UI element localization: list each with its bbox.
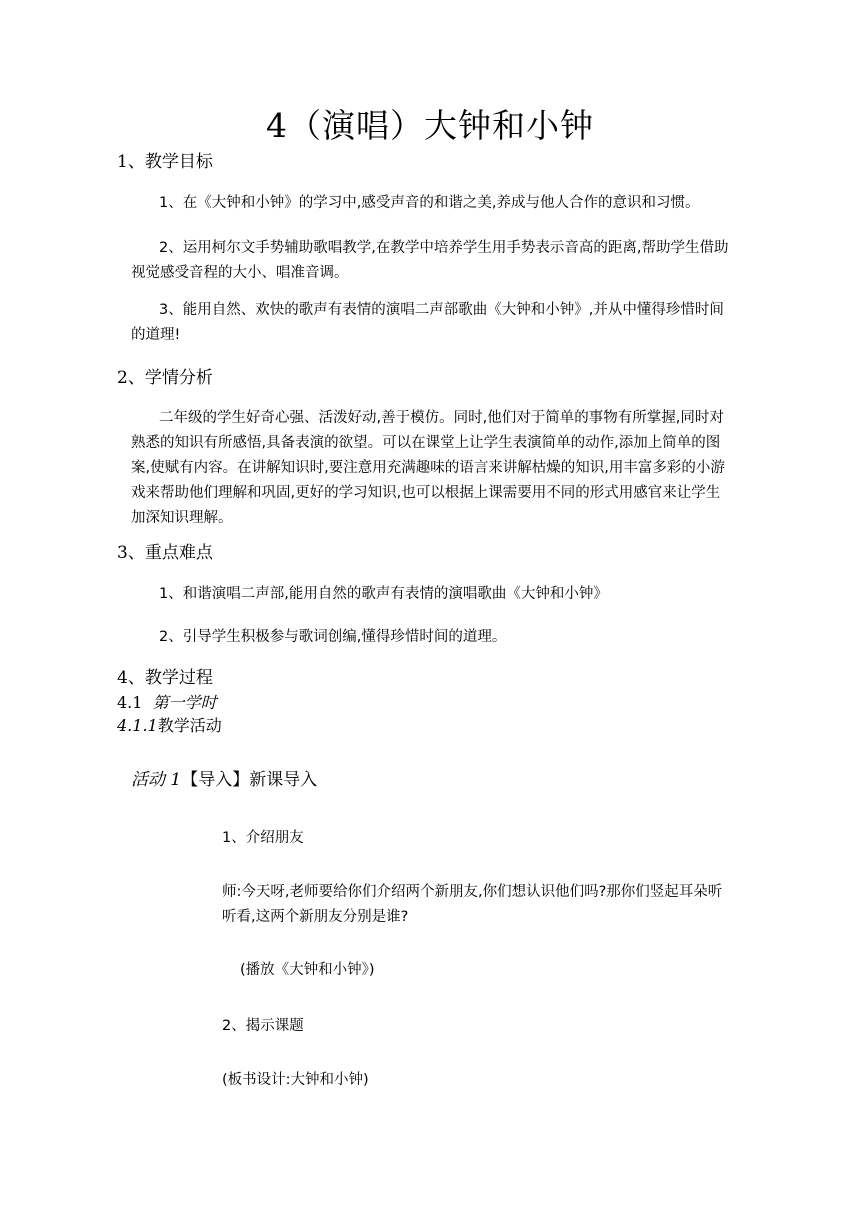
step-introduce-friends: 1、介绍朋友 <box>222 830 304 846</box>
analysis-paragraph: 二年级的学生好奇心强、活泼好动,善于模仿。同时,他们对于简单的事物有所掌握,同时对熟悉的知识有所感悟,具备表演的欲望。可以在课堂上让学生表演简单的动作,添加上简单的图案,使赋有内容。在讲解知识时,要注意用充满趣味的语言来讲解枯燥的知识,用丰富多彩的小游戏来帮助他们理解和巩固,更好的学习知识,也可以根据上课需要用不同的形式用感官来让学生加深知识理解。 <box>131 410 725 526</box>
section-heading-key-points: 3、重点难点 <box>117 543 213 563</box>
subsection-4-1-label: 第一学时 <box>152 693 217 712</box>
key-point-1: 1、和谐演唱二声部,能用自然的歌声有表情的演唱歌曲《大钟和小钟》 <box>159 586 608 602</box>
subsection-4-1 <box>117 692 217 714</box>
section-heading-goals: 1、教学目标 <box>117 152 213 172</box>
activity-prefix: 活动 1 <box>131 770 182 790</box>
subsection-4-1-number: 4.1 <box>117 693 143 712</box>
goal-item-2: 2、运用柯尔文手势辅助歌唱教学,在教学中培养学生用手势表示音高的距离,帮助学生借助视觉感受音程的大小、唱准音调。 <box>131 240 729 281</box>
subsection-4-1-1-label: 教学活动 <box>157 716 222 735</box>
key-point-2: 2、引导学生积极参与歌词创编,懂得珍惜时间的道理。 <box>159 629 507 645</box>
activity-heading <box>131 768 317 792</box>
section-heading-analysis: 2、学情分析 <box>117 368 213 388</box>
section-heading-process: 4、教学过程 <box>117 668 213 688</box>
step-board-design: (板书设计:大钟和小钟) <box>222 1072 369 1088</box>
page-title: 4（演唱）大钟和小钟 <box>266 106 594 145</box>
goal-item-1: 1、在《大钟和小钟》的学习中,感受声音的和谐之美,养成与他人合作的意识和习惯。 <box>159 195 700 211</box>
activity-label: 【导入】新课导入 <box>181 770 318 790</box>
step-reveal-topic: 2、揭示课题 <box>222 1018 304 1034</box>
step-teacher-speech: 师:今天呀,老师要给你们介绍两个新朋友,你们想认识他们吗?那你们竖起耳朵听听看,这两个新朋友分别是谁? <box>222 884 723 925</box>
goal-item-3: 3、能用自然、欢快的歌声有表情的演唱二声部歌曲《大钟和小钟》,并从中懂得珍惜时间的道理! <box>131 302 724 343</box>
subsection-4-1-1 <box>117 715 222 737</box>
subsection-4-1-1-number: 4.1.1 <box>117 716 158 735</box>
step-play-song: (播放《大钟和小钟》) <box>240 962 375 978</box>
